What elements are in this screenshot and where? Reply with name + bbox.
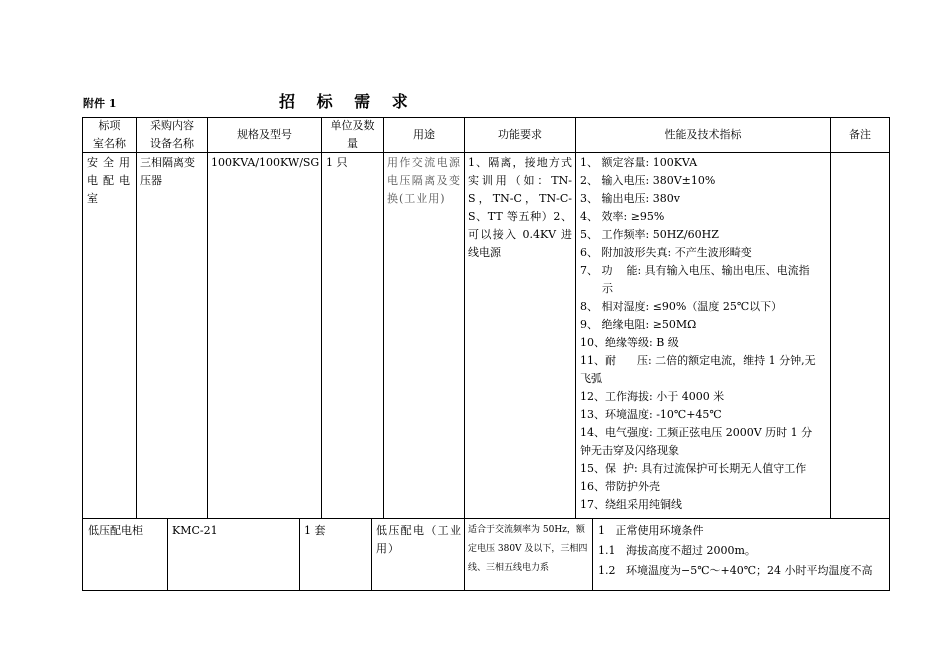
header-text: 规格及型号	[237, 128, 292, 141]
spec-line	[580, 154, 828, 172]
specs-cell	[598, 521, 888, 589]
spec-line: 2、 输入电压: 380V±10%	[580, 174, 716, 187]
document-title: 招 标 需 求	[279, 92, 416, 111]
spec-line: 1.2 环境温度为−5℃～+40℃；24 小时平均温度不高	[598, 564, 873, 577]
col-divider	[592, 518, 593, 591]
spec-line: 3、 输出电压: 380v	[580, 192, 680, 205]
spec-line: 示	[602, 282, 613, 295]
attachment-label: 附件 1	[83, 97, 117, 110]
col-divider	[371, 518, 372, 591]
col-divider	[167, 518, 168, 591]
header-text: 采购内容	[150, 119, 194, 132]
spec-line: 飞弧	[580, 372, 602, 385]
row-divider	[82, 518, 890, 519]
col-divider	[830, 117, 831, 518]
col-divider	[207, 117, 208, 518]
spec-line: 1.1 海拔高度不超过 2000m。	[598, 544, 756, 557]
spec-line: 14、电气强度: 工频正弦电压 2000V 历时 1 分	[580, 426, 813, 439]
model-cell: 100KVA/100KW/SG	[211, 156, 320, 169]
spec-line: 10、绝缘等级: B 级	[580, 336, 679, 349]
spec-line: 11、耐 压: 二倍的额定电流，维持 1 分钟,无	[580, 354, 816, 367]
col-divider	[464, 117, 465, 518]
specs-cell	[580, 154, 828, 514]
spec-line: 4、 效率: ≥95%	[580, 210, 665, 223]
spec-text: 1、 额定容量: 100KVA	[580, 156, 698, 169]
spec-line: 1 正常使用环境条件	[598, 524, 704, 537]
header-specs	[576, 118, 830, 152]
spec-line: 17、绕组采用纯铜线	[580, 498, 682, 511]
quantity-cell: 1 套	[304, 524, 326, 537]
header-text: 单位及数	[330, 119, 375, 132]
header-text: 标项	[98, 119, 121, 132]
spec-line: 7、 功 能: 具有输入电压、输出电压、电流指	[580, 264, 810, 277]
col-divider	[464, 518, 465, 591]
spec-line: 钟无击穿及闪络现象	[580, 444, 679, 457]
col-divider	[299, 518, 300, 591]
header-text: 量	[347, 137, 358, 150]
header-model	[208, 118, 321, 152]
header-device-name	[137, 118, 207, 152]
function-cell: 1、隔离，接地方式实训用（如：TN-S，TN-C，TN-C-S、TT 等五种）2、可以接入 0.4KV 进线电源	[468, 156, 572, 259]
spec-line: 12、工作海拔: 小于 4000 米	[580, 390, 725, 403]
header-usage	[384, 118, 464, 152]
header-row-divider	[82, 152, 890, 153]
header-text: 功能要求	[498, 128, 542, 141]
function-cell: 适合于交流频率为 50Hz，额定电压 380V 及以下，三相四线、三相五线电力系	[468, 525, 588, 573]
usage-cell: 用作交流电源电压隔离及变换(工业用)	[387, 156, 461, 205]
device-name-cell: 三相隔离变压器	[140, 156, 195, 187]
header-text: 室名称	[93, 137, 126, 150]
spec-line: 15、保 护: 具有过流保护可长期无人值守工作	[580, 462, 807, 475]
header-remarks	[831, 118, 889, 152]
header-quantity	[322, 118, 383, 152]
header-text: 备注	[849, 128, 871, 141]
usage-cell: 低压配电（工业用）	[376, 524, 462, 555]
header-text: 设备名称	[150, 137, 194, 150]
model-cell: KMC-21	[172, 524, 218, 537]
header-text: 用途	[413, 128, 435, 141]
spec-line: 13、环境温度: -10℃+45℃	[580, 408, 722, 421]
col-divider	[136, 117, 137, 518]
device-name-cell: 低压配电柜	[88, 524, 143, 537]
header-room-name	[83, 118, 136, 152]
col-divider	[383, 117, 384, 518]
header-function	[465, 118, 575, 152]
room-name-cell: 安全用电配电室	[87, 156, 132, 205]
quantity-cell: 1 只	[326, 156, 348, 169]
spec-line: 6、 附加波形失真: 不产生波形畸变	[580, 246, 752, 259]
spec-line: 16、带防护外壳	[580, 480, 660, 493]
spec-line: 9、 绝缘电阻: ≥50MΩ	[580, 318, 697, 331]
col-divider	[321, 117, 322, 518]
spec-line: 8、 相对湿度: ≤90%（温度 25℃以下）	[580, 300, 783, 313]
col-divider	[575, 117, 576, 518]
header-text: 性能及技术指标	[664, 128, 742, 141]
spec-line: 5、 工作频率: 50HZ/60HZ	[580, 228, 719, 241]
